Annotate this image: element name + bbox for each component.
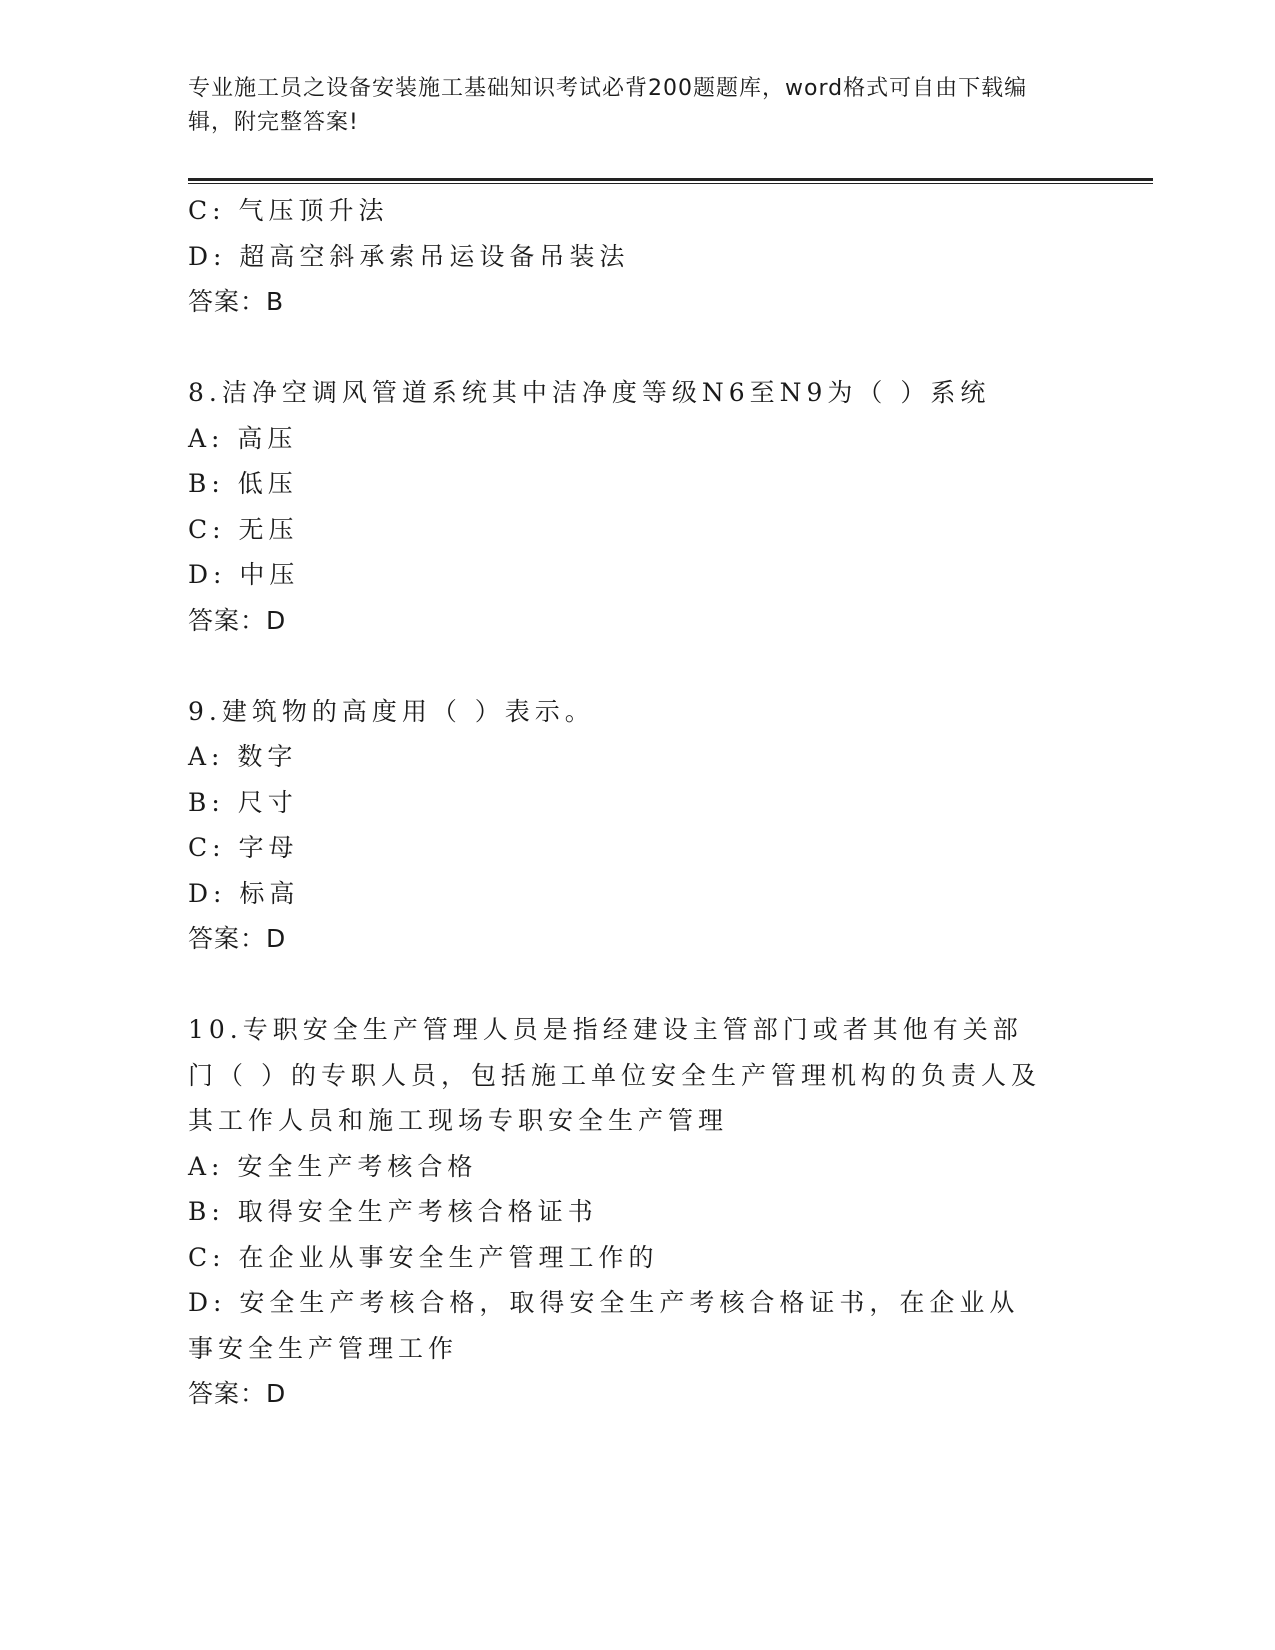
option-d: D: 超高空斜承索吊运设备吊装法 [188, 241, 630, 271]
option-c: C: 字母 [188, 833, 299, 862]
option-d: D: 中压 [188, 560, 300, 589]
question-7-tail [188, 188, 1088, 325]
option-c: C: 在企业从事安全生产管理工作的 [188, 1242, 659, 1272]
spacer [188, 325, 1088, 371]
option-a: A: 数字 [188, 742, 298, 771]
option-d: D: 安全生产考核合格，取得安全生产考核合格证书，在企业从事安全生产管理工作 [188, 1288, 1020, 1363]
option-b: B: 低压 [188, 469, 298, 498]
option-a: A: 安全生产考核合格 [188, 1151, 478, 1181]
answer: 答案：B [188, 287, 285, 316]
question-10 [188, 1007, 1088, 1417]
answer: 答案：D [188, 605, 287, 635]
answer: 答案：D [188, 924, 287, 953]
header-rule-thick [188, 178, 1153, 181]
question-8 [188, 370, 1088, 643]
question-stem: 8.洁净空调风管道系统其中洁净度等级N6至N9为（ ）系统 [188, 378, 991, 407]
option-b: B: 尺寸 [188, 787, 298, 817]
option-a: A: 高压 [188, 423, 298, 453]
spacer [188, 643, 1088, 689]
option-c: C: 无压 [188, 514, 299, 544]
question-9 [188, 689, 1088, 962]
option-d: D: 标高 [188, 878, 300, 908]
option-c: C: 气压顶升法 [188, 196, 389, 225]
question-stem: 10.专职安全生产管理人员是指经建设主管部门或者其他有关部门（ ）的专职人员，包括施工单位安全生产管理机构的负责人及其工作人员和施工现场专职安全生产管理 [188, 1015, 1041, 1135]
document-body [188, 188, 1088, 1417]
question-stem: 9.建筑物的高度用（ ）表示。 [188, 696, 595, 726]
option-b: B: 取得安全生产考核合格证书 [188, 1197, 598, 1226]
header-rule-thin [188, 183, 1153, 184]
spacer [188, 962, 1088, 1008]
answer: 答案：D [188, 1379, 287, 1408]
document-header: 专业施工员之设备安装施工基础知识考试必背200题题库，word格式可自由下载编辑，附完整答案! [188, 76, 1028, 135]
